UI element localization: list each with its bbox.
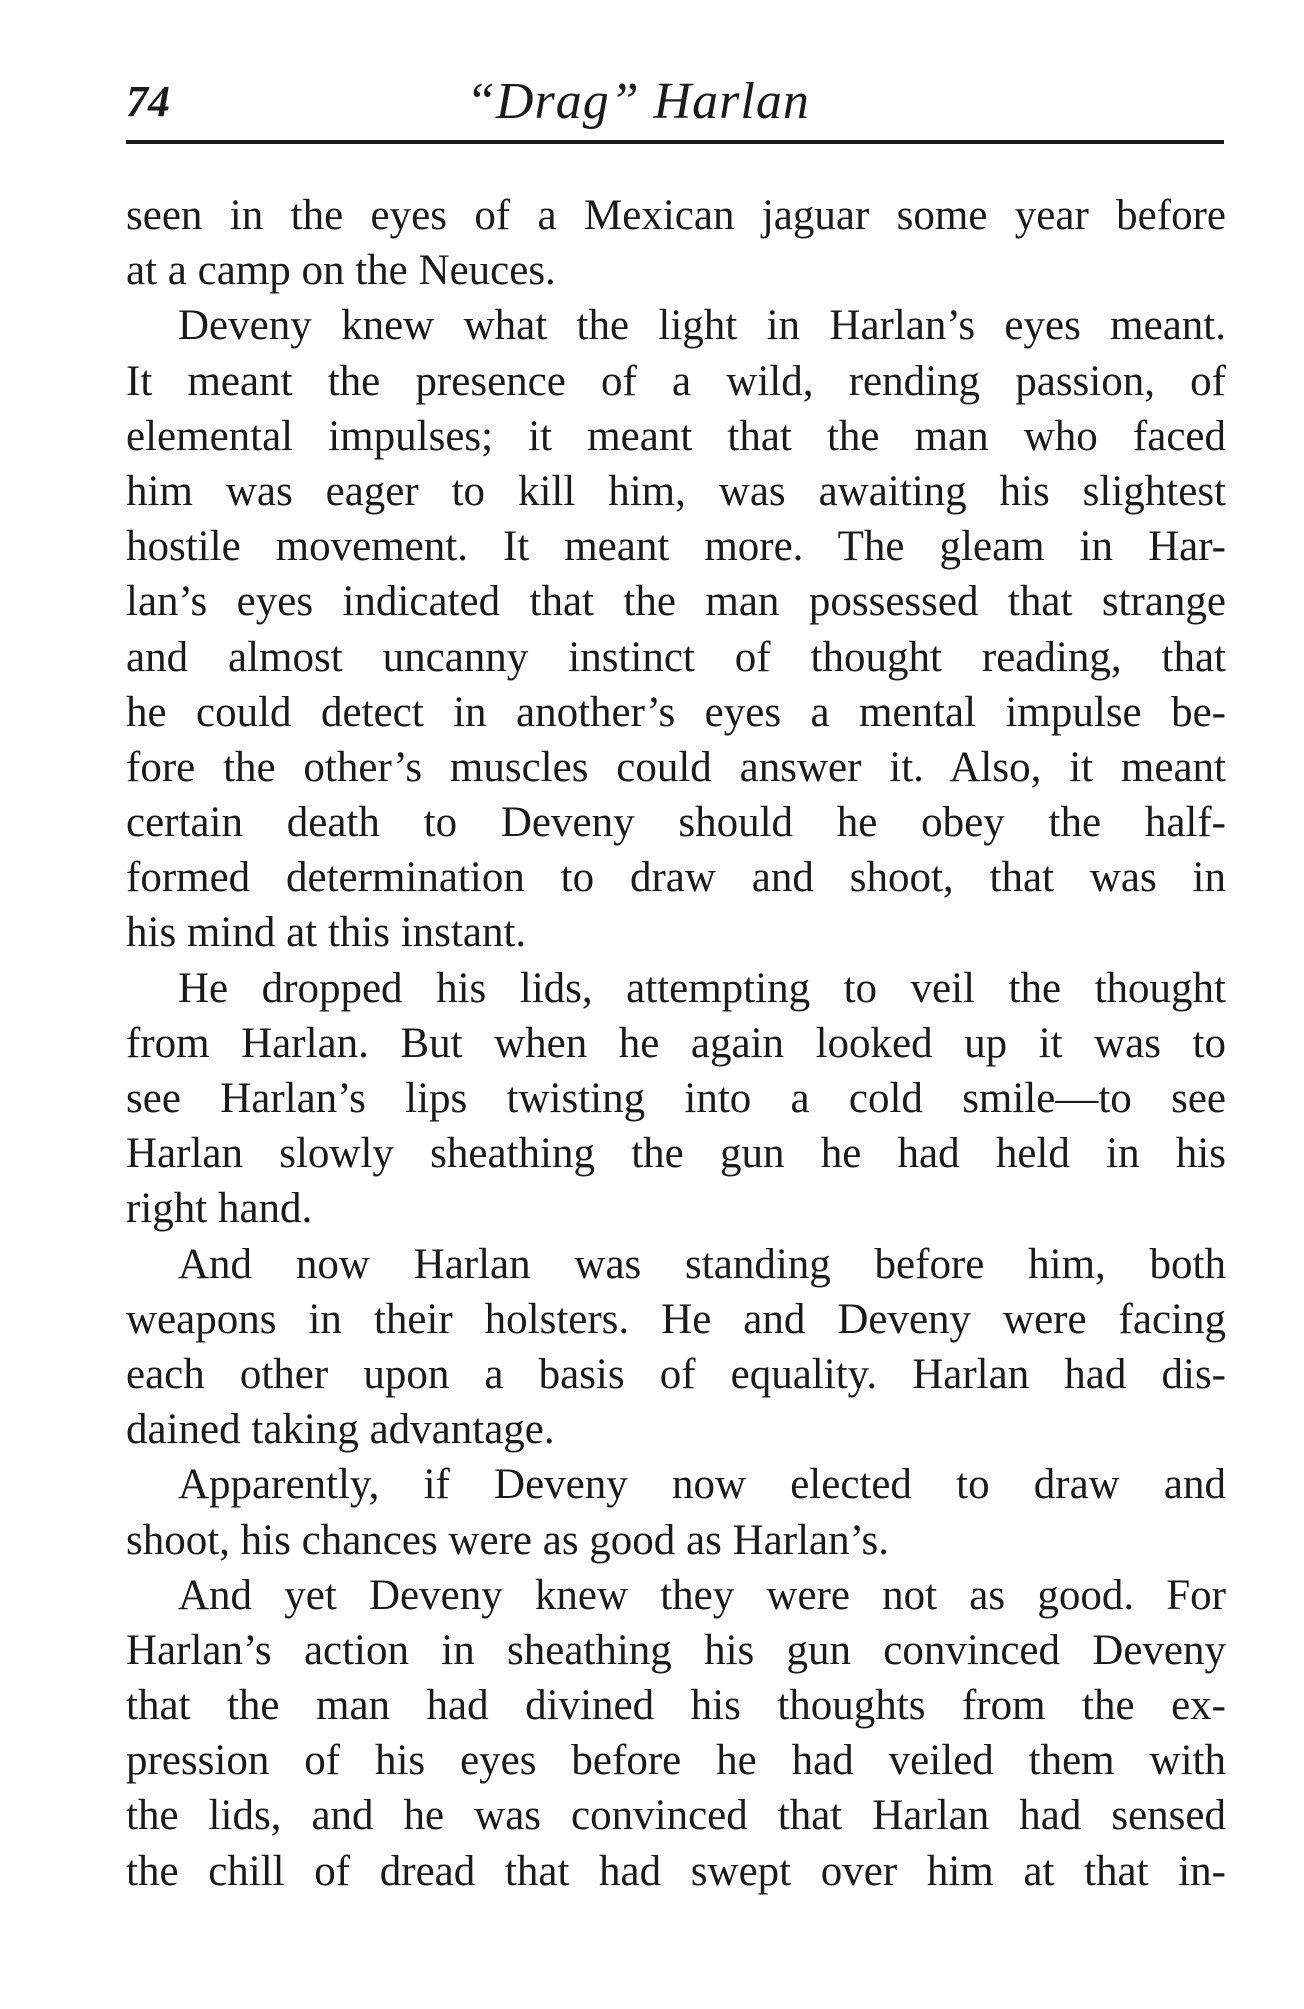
header-rule xyxy=(126,140,1224,144)
text-line: fore the other’s muscles could answer it. Also, it meant xyxy=(126,743,1226,791)
body-text xyxy=(126,188,1226,1899)
text-line: shoot, his chances were as good as Harlan’s. xyxy=(126,1516,890,1564)
text-line: And now Harlan was standing before him, both xyxy=(178,1240,1226,1288)
text-line: It meant the presence of a wild, rending passion, of xyxy=(126,357,1226,405)
text-line: from Harlan. But when he again looked up it was to xyxy=(126,1019,1226,1067)
text-line: and almost uncanny instinct of thought reading, that xyxy=(126,633,1226,681)
text-line: weapons in their holsters. He and Deveny were facing xyxy=(126,1295,1226,1343)
running-head xyxy=(126,72,1226,132)
text-line: Apparently, if Deveny now elected to draw and xyxy=(178,1461,1226,1509)
text-line: see Harlan’s lips twisting into a cold smile—to see xyxy=(126,1075,1226,1122)
page-number: 74 xyxy=(126,77,170,126)
text-line: Harlan’s action in sheathing his gun convinced Deveny xyxy=(126,1626,1226,1674)
text-line: seen in the eyes of a Mexican jaguar some year before xyxy=(126,192,1226,239)
text-line: each other upon a basis of equality. Harlan had dis- xyxy=(126,1350,1226,1398)
text-line: that the man had divined his thoughts from the ex- xyxy=(126,1682,1226,1730)
text-line: pression of his eyes before he had veiled them with xyxy=(126,1737,1226,1785)
text-line: the lids, and he was convinced that Harlan had sensed xyxy=(126,1792,1226,1840)
text-line: Deveny knew what the light in Harlan’s eyes meant. xyxy=(178,302,1226,350)
text-line: right hand. xyxy=(126,1185,313,1233)
text-line: He dropped his lids, attempting to veil the thought xyxy=(178,964,1226,1012)
text-line: Harlan slowly sheathing the gun he had held in his xyxy=(126,1130,1226,1178)
text-line: formed determination to draw and shoot, that was in xyxy=(126,854,1226,902)
text-line: at a camp on the Neuces. xyxy=(126,247,556,295)
text-line: the chill of dread that had swept over him at that in- xyxy=(126,1847,1226,1895)
running-title: “Drag” Harlan xyxy=(466,73,810,130)
text-line: elemental impulses; it meant that the man who faced xyxy=(126,412,1226,460)
text-line: dained taking advantage. xyxy=(126,1406,555,1454)
text-line: him was eager to kill him, was awaiting his slightest xyxy=(126,467,1226,515)
text-line: lan’s eyes indicated that the man possessed that strange xyxy=(126,578,1226,626)
text-line: And yet Deveny knew they were not as good. For xyxy=(178,1571,1226,1619)
text-line: his mind at this instant. xyxy=(126,909,527,957)
text-line: certain death to Deveny should he obey the half- xyxy=(126,799,1226,847)
text-line: he could detect in another’s eyes a mental impulse be- xyxy=(126,688,1226,736)
text-line: hostile movement. It meant more. The gleam in Har- xyxy=(126,523,1226,571)
